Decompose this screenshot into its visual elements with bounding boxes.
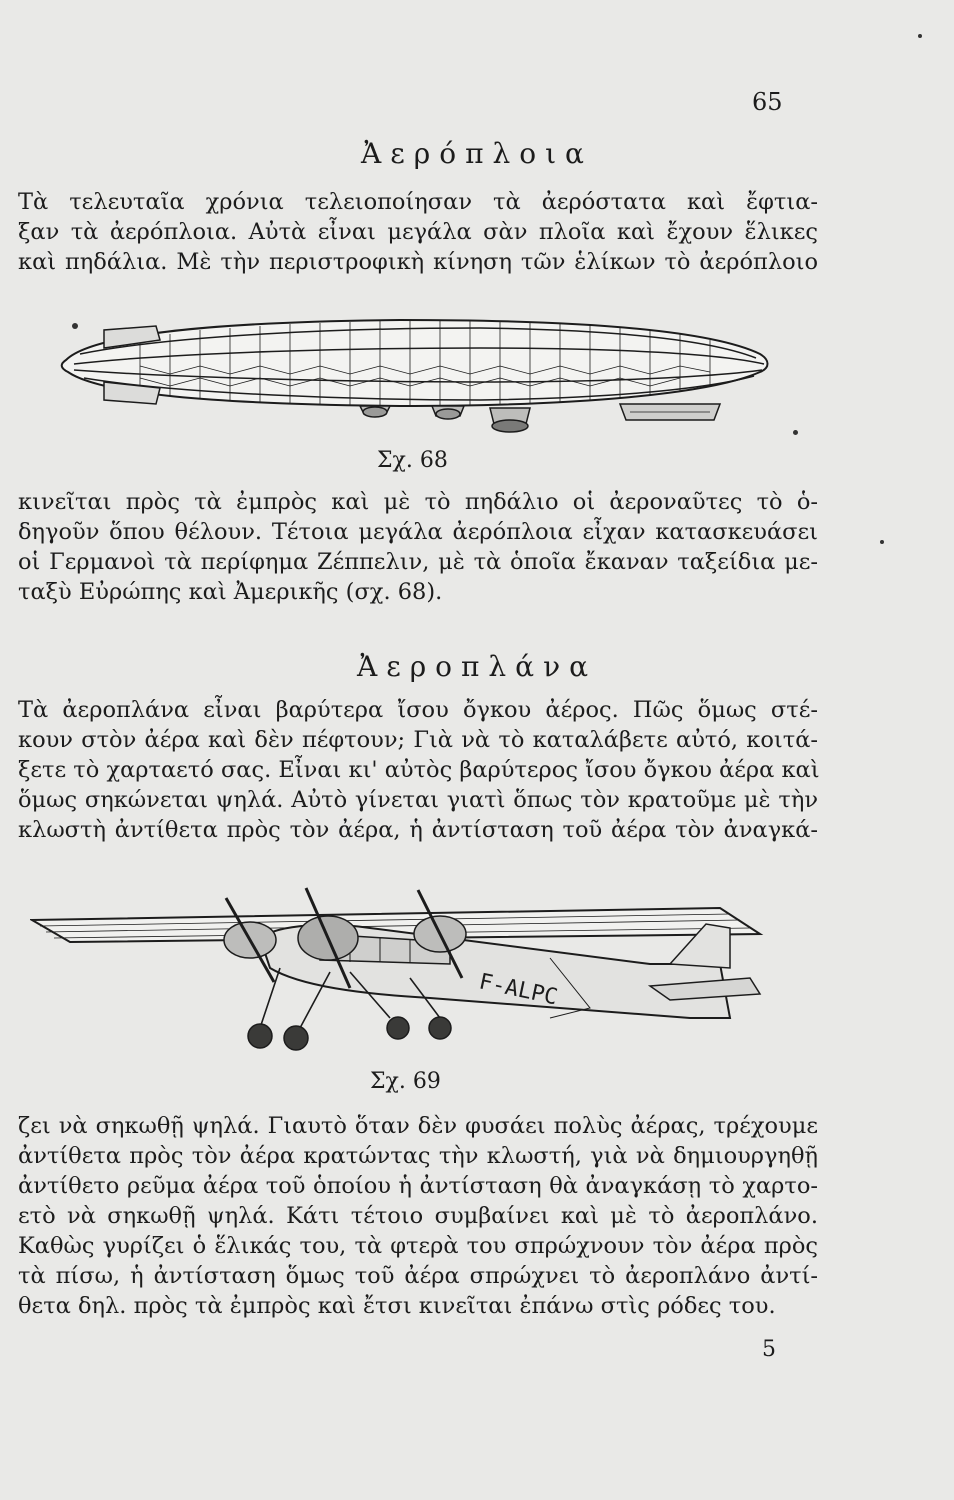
text-line: κλωστὴ ἀντίθετα πρὸς τὸν ἀέρα, ἡ ἀντίσταση τοῦ ἀέρα τὸν ἀναγκά- bbox=[18, 817, 818, 843]
text-line: κουν στὸν ἀέρα καὶ δὲν πέφτουν; Γιὰ νὰ τὸ καταλάβετε αὐτό, κοιτά- bbox=[18, 727, 818, 753]
paragraph-aeroplanes-intro bbox=[18, 695, 818, 845]
scan-speck bbox=[793, 430, 798, 435]
section-heading-aeroplanes: Ἀεροπλάνα bbox=[356, 650, 598, 683]
text-line: κινεῖται πρὸς τὰ ἐμπρὸς καὶ μὲ τὸ πηδάλιο οἱ ἀεροναῦτες τὸ ὁ- bbox=[18, 489, 818, 515]
aeroplane-illustration bbox=[30, 868, 770, 1058]
text-line: τὰ πίσω, ἡ ἀντίσταση ὅμως τοῦ ἀέρα σπρώχνει τὸ ἀεροπλάνο ἀντί- bbox=[18, 1263, 818, 1289]
text-line: καὶ πηδάλια. Μὲ τὴν περιστροφικὴ κίνηση τῶν ἑλίκων τὸ ἀερόπλοιο bbox=[18, 249, 818, 275]
text-line: ἀντίθετα πρὸς τὸν ἀέρα κρατώντας τὴν κλωστή, γιὰ νὰ δημιουργηθῇ bbox=[18, 1143, 818, 1169]
scan-speck bbox=[918, 34, 922, 38]
text-line: ζει νὰ σηκωθῇ ψηλά. Γιαυτὸ ὅταν δὲν φυσάει πολὺς ἀέρας, τρέχουμε bbox=[18, 1113, 818, 1139]
plane-registration-label: F-ALPC bbox=[476, 969, 560, 1011]
text-line: ξετε τὸ χαρταετό σας. Εἶναι κι' αὐτὸς βαρύτερος ἴσου ὄγκου ἀέρα καὶ bbox=[18, 757, 820, 783]
text-line: Καθὼς γυρίζει ὁ ἕλικάς του, τὰ φτερὰ του σπρώχνουν τὸν ἀέρα πρὸς bbox=[18, 1233, 818, 1259]
zeppelin-illustration bbox=[60, 308, 780, 438]
figure-caption-69: Σχ. 69 bbox=[370, 1069, 441, 1094]
paragraph-airships-body bbox=[18, 487, 818, 607]
text-line: ὅμως σηκώνεται ψηλά. Αὐτὸ γίνεται γιατὶ ὅπως τὸν κρατοῦμε μὲ τὴν bbox=[18, 787, 818, 813]
text-line: ταξὺ Εὐρώπης καὶ Ἀμερικῆς (σχ. 68). bbox=[18, 579, 443, 605]
scan-speck bbox=[72, 323, 78, 329]
text-line: Τὰ ἀεροπλάνα εἶναι βαρύτερα ἴσου ὄγκου ἀέρος. Πῶς ὅμως στέ- bbox=[18, 697, 818, 723]
figure-caption-68: Σχ. 68 bbox=[377, 448, 448, 473]
printer-signature-number: 5 bbox=[762, 1337, 776, 1362]
scan-speck bbox=[880, 540, 884, 544]
text-line: ετὸ νὰ σηκωθῇ ψηλά. Κάτι τέτοιο συμβαίνει καὶ μὲ τὸ ἀεροπλάνο. bbox=[18, 1203, 818, 1229]
text-line: Τὰ τελευταῖα χρόνια τελειοποίησαν τὰ ἀερόστατα καὶ ἔφτια- bbox=[18, 189, 818, 215]
paragraph-airships-intro bbox=[18, 187, 818, 277]
text-line: οἱ Γερμανοὶ τὰ περίφημα Ζέππελιν, μὲ τὰ ὁποῖα ἔκαναν ταξείδια με- bbox=[18, 549, 818, 575]
page-number: 65 bbox=[752, 88, 783, 116]
text-line: ἀντίθετο ρεῦμα ἀέρα τοῦ ὁποίου ἡ ἀντίσταση θὰ ἀναγκάσῃ τὸ χαρτο- bbox=[18, 1173, 818, 1199]
paragraph-aeroplanes-body bbox=[18, 1111, 818, 1321]
text-line: θετα δηλ. πρὸς τὰ ἐμπρὸς καὶ ἔτσι κινεῖται ἐπάνω στὶς ρόδες του. bbox=[18, 1293, 776, 1319]
text-line: δηγοῦν ὅπου θέλουν. Τέτοια μεγάλα ἀερόπλοια εἶχαν κατασκευάσει bbox=[18, 519, 818, 545]
section-heading-airships: Ἀερόπλοια bbox=[361, 137, 593, 170]
text-line: ξαν τὰ ἀερόπλοια. Αὐτὰ εἶναι μεγάλα σὰν πλοῖα καὶ ἔχουν ἕλικες bbox=[18, 219, 818, 245]
